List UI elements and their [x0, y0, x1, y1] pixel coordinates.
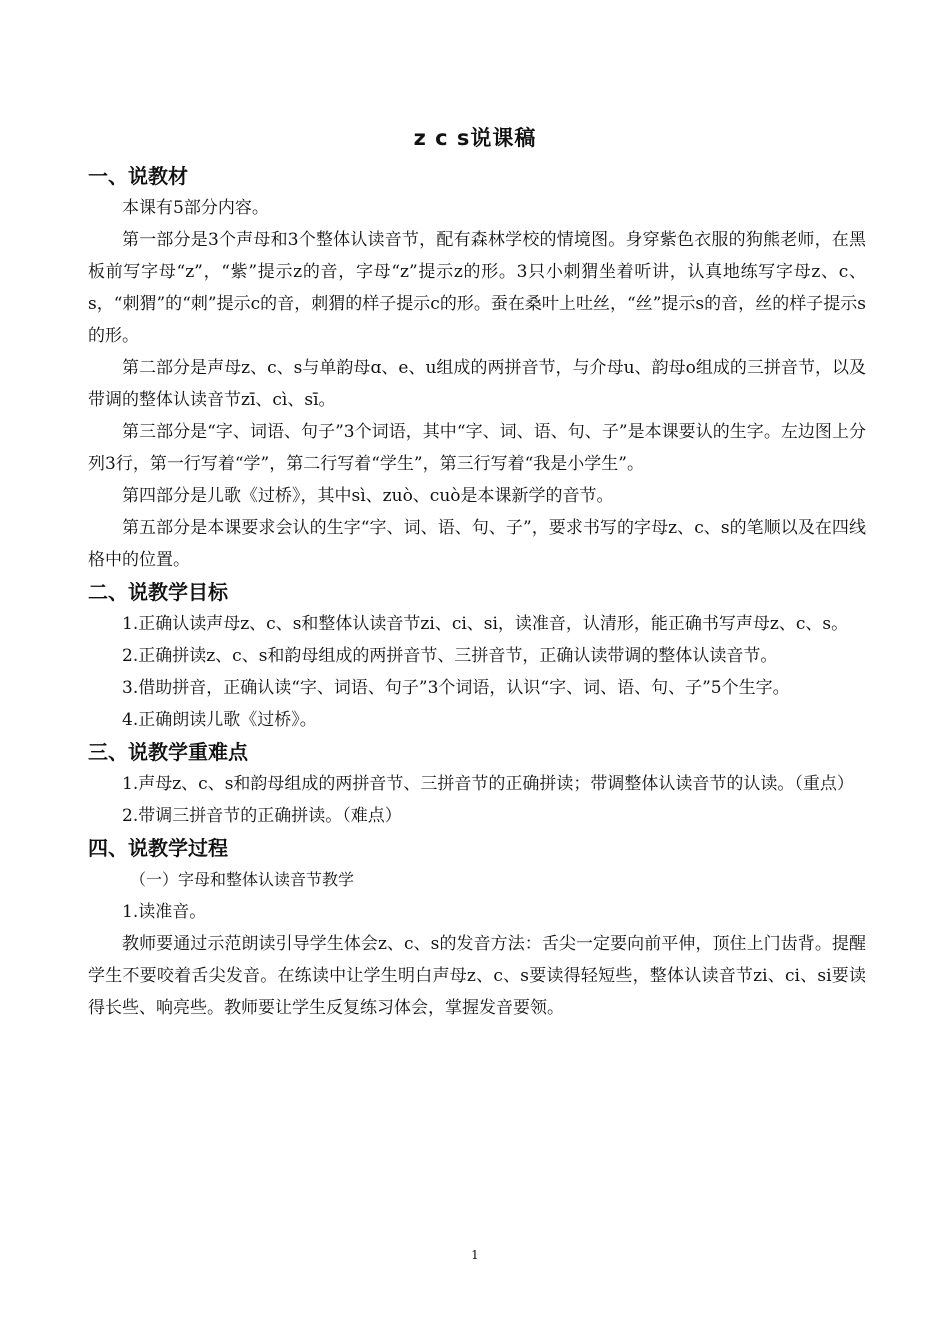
section-heading: 四、说教学过程: [88, 836, 228, 860]
paragraph: 第二部分是声母z、c、s与单韵母ɑ、e、u组成的两拼音节，与介母u、韵母o组成的三拼音节，以及带调的整体认读音节zī、cì、sī。: [88, 358, 866, 410]
section-heading: 三、说教学重难点: [88, 740, 248, 764]
document-title: z c s说课稿: [413, 126, 537, 150]
section-heading: 二、说教学目标: [88, 580, 228, 604]
paragraph: 第五部分是本课要求会认的生字“字、词、语、句、子”，要求书写的字母z、c、s的笔顺以及在四线格中的位置。: [88, 518, 866, 570]
paragraph: 2.正确拼读z、c、s和韵母组成的两拼音节、三拼音节，正确认读带调的整体认读音节。: [122, 646, 778, 666]
document-body: [88, 160, 866, 1024]
paragraph: 第四部分是儿歌《过桥》，其中sì、zuò、cuò是本课新学的音节。: [122, 486, 614, 506]
section-teaching-material: [88, 160, 866, 576]
paragraph: 4.正确朗读儿歌《过桥》。: [122, 710, 317, 730]
paragraph: 1.声母z、c、s和韵母组成的两拼音节、三拼音节的正确拼读；带调整体认读音节的认读。（重点）: [122, 774, 854, 794]
section-teaching-process: [88, 832, 866, 1024]
page-number: 1: [471, 1248, 479, 1262]
subsection-heading: （一）字母和整体认读音节教学: [130, 870, 355, 889]
section-teaching-goals: [88, 576, 866, 736]
paragraph: 1.正确认读声母z、c、s和整体认读音节zi、ci、si，读准音，认清形，能正确书写声母z、c、s。: [122, 614, 849, 634]
paragraph: 1.读准音。: [122, 902, 207, 922]
paragraph: 2.带调三拼音节的正确拼读。（难点）: [122, 806, 402, 826]
paragraph: 第三部分是“字、词语、句子”3个词语，其中“字、词、语、句、子”是本课要认的生字。左边图上分列3行，第一行写着“学”，第二行写着“学生”，第三行写着“我是小学生”。: [88, 422, 866, 474]
paragraph: 3.借助拼音，正确认读“字、词语、句子”3个词语，认识“字、词、语、句、子”5个生字。: [122, 678, 790, 698]
section-key-difficult-points: [88, 736, 866, 832]
paragraph: 本课有5部分内容。: [122, 198, 269, 218]
section-heading: 一、说教材: [88, 164, 188, 188]
paragraph: 教师要通过示范朗读引导学生体会z、c、s的发音方法：舌尖一定要向前平伸，顶住上门齿背。提醒学生不要咬着舌尖发音。在练读中让学生明白声母z、c、s要读得轻短些，整体认读音节zi、ci、si要读得长些、响亮些。教师要让学生反复练习体会，掌握发音要领。: [88, 934, 866, 1018]
paragraph: 第一部分是3个声母和3个整体认读音节，配有森林学校的情境图。身穿紫色衣服的狗熊老师，在黑板前写字母“z”，“紫”提示z的音，字母“z”提示z的形。3只小刺猬坐着听讲，认真地练写字母z、c、s，“刺猬”的“刺”提示c的音，刺猬的样子提示c的形。蚕在桑叶上吐丝，“丝”提示s的音，丝的样子提示s的形。: [88, 230, 866, 346]
